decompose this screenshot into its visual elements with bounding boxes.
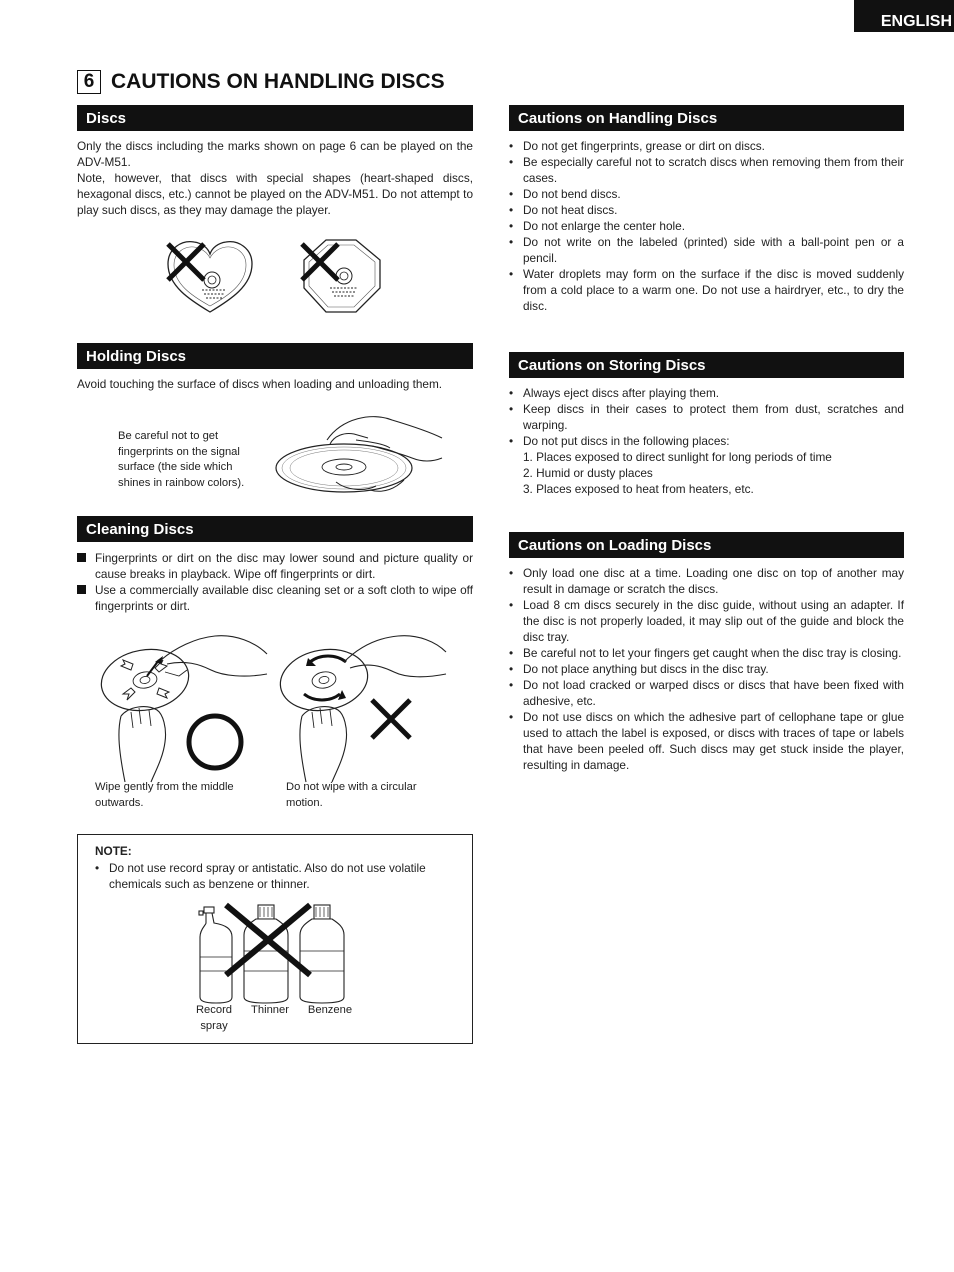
- note-text: • Do not use record spray or antistatic. Also do not use volatile chemicals such as benzene or thinner.: [95, 860, 457, 892]
- loading-item: • Only load one disc at a time. Loading one disc on top of another may result in damage or scratch the discs.: [509, 565, 904, 597]
- chemical-bottles-illustration: [196, 901, 356, 1011]
- circular-wipe-illustration: [280, 632, 450, 782]
- handling-item: • Do not write on the labeled (printed) side with a ball-point pen or a pencil.: [509, 234, 904, 266]
- handling-item: • Water droplets may form on the surface if the disc is moved suddenly from a cold place to a warm one. Do not use a hairdryer, etc., to dry the disc.: [509, 266, 904, 314]
- storing-item: • Always eject discs after playing them.: [509, 385, 904, 401]
- holding-heading: Holding Discs: [77, 343, 473, 369]
- handling-item: • Do not get fingerprints, grease or dirt on discs.: [509, 138, 904, 154]
- discs-heading: Discs: [77, 105, 473, 131]
- loading-heading: Cautions on Loading Discs: [509, 532, 904, 558]
- cleaning-item: Fingerprints or dirt on the disc may lower sound and picture quality or cause breaks in playback. Wipe off fingerprints or dirt.: [77, 550, 473, 582]
- section-title: CAUTIONS ON HANDLING DISCS: [111, 70, 445, 93]
- bottle-label-record-spray: Record spray: [195, 1004, 233, 1032]
- bottle-label-thinner: Thinner: [251, 1004, 289, 1016]
- storing-place: 3. Places exposed to heat from heaters, etc.: [523, 482, 754, 496]
- cleaning-item: Use a commercially available disc cleaning set or a soft cloth to wipe off fingerprints or dirt.: [77, 582, 473, 614]
- octagon-disc-illustration: [296, 236, 386, 318]
- cleaning-list: [77, 550, 473, 614]
- loading-item: • Be careful not to let your fingers get caught when the disc tray is closing.: [509, 645, 904, 661]
- storing-item-text: Do not put discs in the following places:: [523, 434, 730, 448]
- storing-place: 1. Places exposed to direct sunlight for long periods of time: [523, 450, 832, 464]
- storing-heading: Cautions on Storing Discs: [509, 352, 904, 378]
- wipe-outwards-illustration: [95, 632, 275, 782]
- loading-item: • Do not use discs on which the adhesive part of cellophane tape or glue used to attach the label is exposed, or discs with traces of tape or labels that have been peeled off. Such discs may get stuck inside the player, resulting in damage.: [509, 709, 904, 773]
- storing-item: • Keep discs in their cases to protect them from dust, scratches and warping.: [509, 401, 904, 433]
- cleaning-heading: Cleaning Discs: [77, 516, 473, 542]
- wipe-ok-caption: Wipe gently from the middle outwards.: [95, 781, 234, 809]
- storing-places-list: [523, 449, 904, 497]
- holding-text: Avoid touching the surface of discs when loading and unloading them.: [77, 377, 443, 391]
- handling-heading: Cautions on Handling Discs: [509, 105, 904, 131]
- section-number: 6: [77, 70, 101, 94]
- loading-item: • Load 8 cm discs securely in the disc guide, without using an adapter. If the disc is not properly loaded, it may slip out of the guide and block the disc tray.: [509, 597, 904, 645]
- holding-caption: Be careful not to get fingerprints on the signal surface (the side which shines in rainbow colors).: [118, 430, 245, 489]
- loading-list: [509, 565, 904, 773]
- discs-para-2: Note, however, that discs with special shapes (heart-shaped discs, hexagonal discs, etc.) cannot be played on the ADV-M51. Do not attempt to play such discs, as they may damage the player.: [77, 171, 473, 217]
- discs-para-1: Only the discs including the marks shown on page 6 can be played on the ADV-M51.: [77, 139, 473, 169]
- loading-item: • Do not load cracked or warped discs or discs that have been fixed with adhesive, etc.: [509, 677, 904, 709]
- handling-list: [509, 138, 904, 314]
- storing-item: [509, 433, 904, 497]
- note-box: [77, 834, 473, 1044]
- storing-list: [509, 385, 904, 497]
- heart-disc-illustration: [160, 236, 260, 318]
- note-title: NOTE:: [95, 844, 132, 858]
- handling-item: • Do not enlarge the center hole.: [509, 218, 904, 234]
- loading-item: • Do not place anything but discs in the disc tray.: [509, 661, 904, 677]
- wipe-ng-caption: Do not wipe with a circular motion.: [286, 781, 417, 809]
- handling-item: • Be especially careful not to scratch discs when removing them from their cases.: [509, 154, 904, 186]
- language-tab: ENGLISH: [854, 0, 954, 32]
- holding-disc-illustration: [272, 410, 447, 500]
- page-title: [77, 68, 445, 96]
- bottle-label-benzene: Benzene: [307, 1004, 353, 1016]
- handling-item: • Do not bend discs.: [509, 186, 904, 202]
- storing-place: 2. Humid or dusty places: [523, 466, 653, 480]
- discs-text: [77, 138, 473, 218]
- handling-item: • Do not heat discs.: [509, 202, 904, 218]
